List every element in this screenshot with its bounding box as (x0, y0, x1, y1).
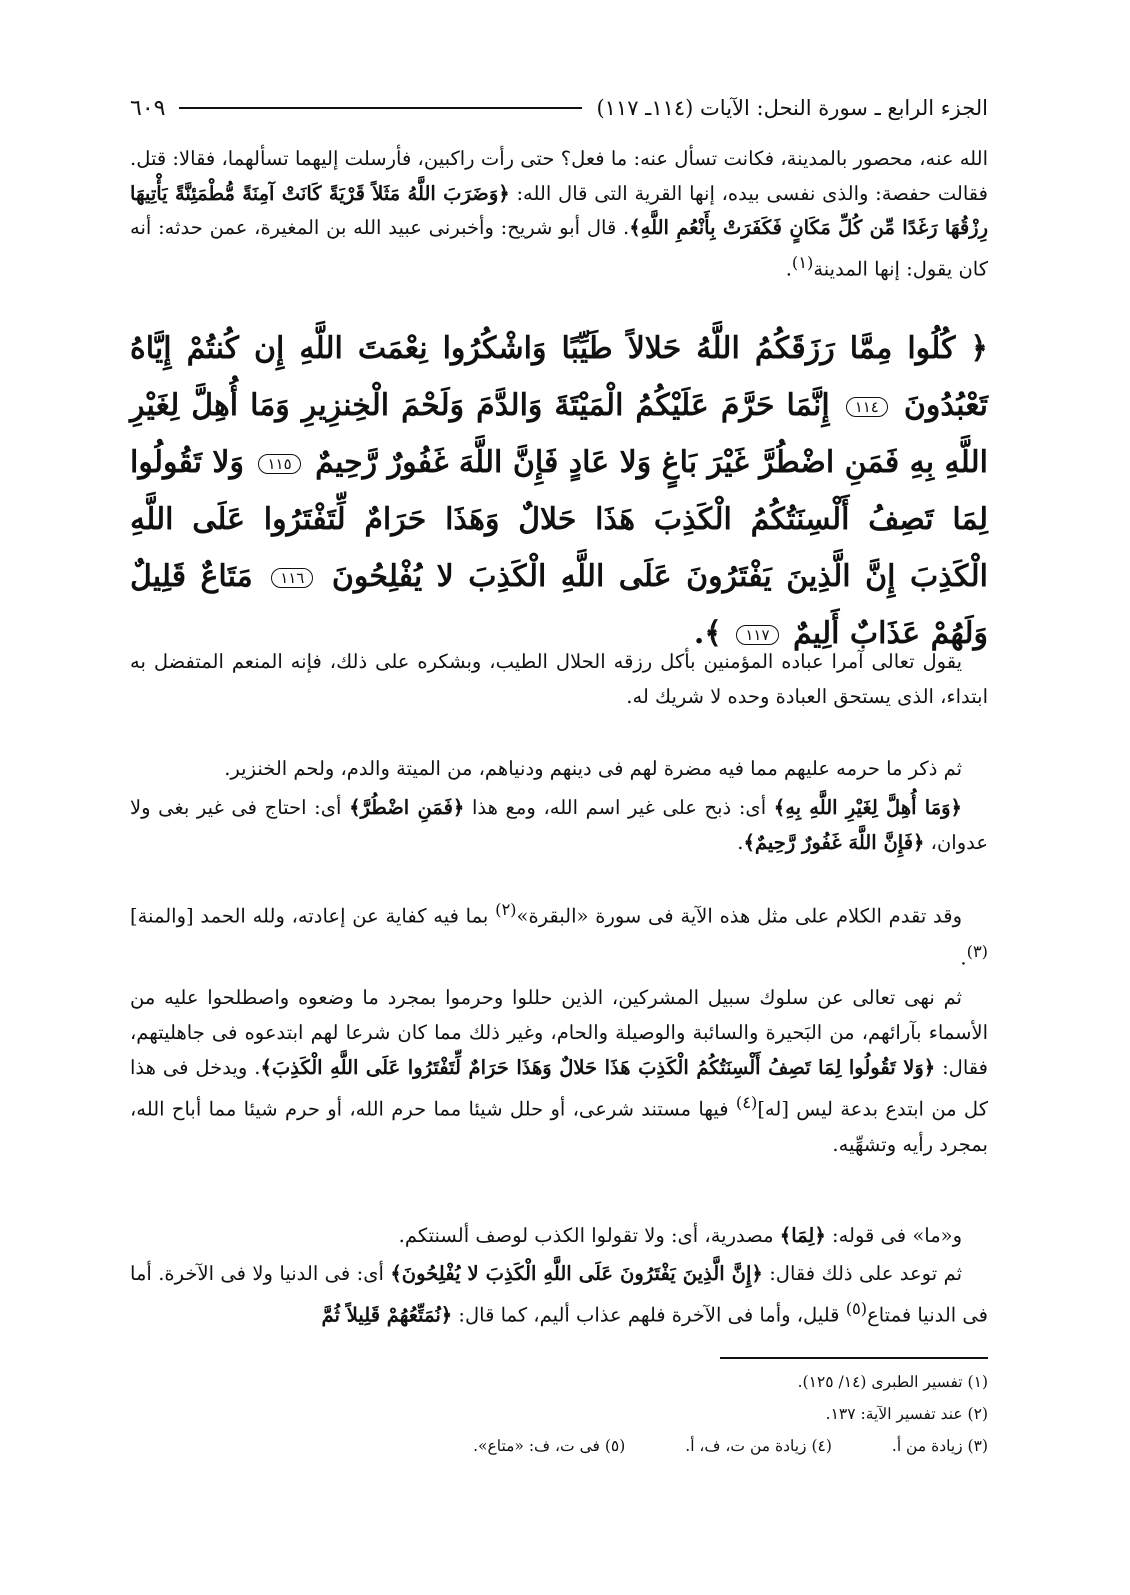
quran-verse-block (130, 320, 988, 662)
p5-text-3: فيها مستند شرعى، أو حلل شيئا مما حرم الله، أو حرم شيئا مما أباح الله، بمجرد رأيه وتشهِّيه. (130, 1097, 988, 1156)
footnote-1: (١) تفسير الطبرى (١٤/ ١٢٥). (797, 1373, 988, 1391)
commentary-paragraph-7 (130, 1256, 988, 1333)
verse-part-3: وَلا تَقُولُوا لِمَا تَصِفُ أَلْسِنَتُكُمُ الْكَذِبَ هَذَا حَلالٌ وَهَذَا حَرَامٌ لِّتَفْتَرُوا عَلَى اللَّهِ الْكَذِبَ إِنَّ الَّذِينَ يَفْتَرُونَ عَلَى اللَّهِ الْكَذِبَ لا يُفْلِحُونَ (129, 445, 988, 594)
intro-quote: ﴿وَضَرَبَ اللَّهُ مَثَلاً قَرْيَةً كَانَتْ آمِنَةً مُّطْمَئِنَّةً يَأْتِيهَا رِزْقُهَا رَغَدًا مِّن كُلِّ مَكَانٍ فَكَفَرَتْ بِأَنْعُمِ اللَّهِ﴾ (130, 181, 988, 239)
verse-part-4: مَتَاعٌ قَلِيلٌ وَلَهُمْ عَذَابٌ أَلِيمٌ (130, 559, 988, 651)
ayah-number-115: ١١٥ (258, 454, 300, 474)
footnote-ref-1: (١) (791, 252, 814, 272)
footnote-2: (٢) عند تفسير الآية: ١٣٧. (825, 1405, 988, 1423)
commentary-paragraph-2: ثم ذكر ما حرمه عليهم مما فيه مضرة لهم فى دينهم ودنياهم، من الميتة والدم، ولحم الخنزير. (224, 757, 962, 780)
ayah-number-114: ١١٤ (846, 397, 888, 417)
verse-close-bracket: ﴾. (693, 616, 722, 651)
running-header (130, 90, 988, 126)
commentary-paragraph-6 (130, 1218, 988, 1253)
verse-part-2: إِنَّمَا حَرَّمَ عَلَيْكُمُ الْمَيْتَةَ وَالدَّمَ وَلَحْمَ الْخِنزِيرِ وَمَا أُهِلَّ لِغَيْرِ اللَّهِ بِهِ فَمَنِ اضْطُرَّ غَيْرَ بَاغٍ وَلا عَادٍ فَإِنَّ اللَّهَ غَفُورٌ رَّحِيمٌ (130, 388, 988, 480)
p4-text-1: وقد تقدم الكلام على مثل هذه الآية فى سورة «البقرة» (516, 904, 963, 928)
commentary-paragraph-3 (130, 790, 988, 860)
quote-ghafur-rahim: ﴿فَإِنَّ اللَّهَ غَفُورٌ رَّحِيمٌ﴾ (743, 831, 925, 854)
p6-text-2: مصدرية، أى: ولا تقولوا الكذب لوصف ألسنتكم. (398, 1224, 780, 1247)
intro-end: . (785, 257, 792, 280)
p3-text-1: أى: ذبح على غير اسم الله، ومع هذا (464, 796, 774, 819)
quote-famani-idturra: ﴿فَمَنِ اضْطُرَّ﴾ (349, 796, 465, 819)
footnote-ref-3: (٣) (966, 941, 988, 961)
p3-text-2: أى: احتاج فى غير بغى ولا عدوان، (130, 796, 988, 854)
quote-lima: ﴿لِمَا﴾ (779, 1224, 826, 1247)
footnote-ref-2: (٢) (495, 900, 517, 919)
commentary-paragraph-1: يقول تعالى آمرا عباده المؤمنين بأكل رزقه الحلال الطيب، وبشكره على ذلك، فإنه المنعم المتفضل به ابتداء، الذى يستحق العبادة وحده لا شريك له. (130, 650, 988, 708)
p7-text-3: قليل، وأما فى الآخرة فلهم عذاب أليم، كما قال: (452, 1303, 846, 1327)
ayah-number-116: ١١٦ (271, 568, 313, 588)
p5-text-2: . ويدخل فى هذا كل من ابتدع بدعة ليس [له] (130, 1056, 988, 1121)
intro-rest: . قال أبو شريح: وأخبرنى عبيد الله بن المغيرة، عمن حدثه: أنه كان يقول: إنها المدينة (130, 216, 988, 280)
p7-text-2: أى: فى الدنيا ولا فى الآخرة. أما فى الدنيا فمتاع (130, 1262, 988, 1327)
p4-text-2: بما فيه كفاية عن إعادته، ولله الحمد [والمنة] (130, 904, 496, 928)
footnote-3: (٣) زيادة من أ. (891, 1437, 988, 1455)
footnote-ref-4: (٤) (735, 1093, 758, 1112)
commentary-paragraph-4 (130, 892, 988, 975)
verse-open-bracket: ﴿ (970, 331, 988, 366)
p3-text-3: . (737, 831, 744, 854)
p4-text-3: . (960, 946, 967, 969)
footnote-divider (720, 1357, 988, 1359)
intro-paragraph (130, 142, 988, 287)
footnotes-row (130, 1436, 988, 1456)
footnote-5: (٥) فى ت، ف: «متاع». (473, 1437, 626, 1455)
page-number: ٦٠٩ (130, 95, 166, 121)
p7-text-1: ثم توعد على ذلك فقال: (762, 1262, 962, 1285)
quote-numatti-uhum: ﴿نُمَتِّعُهُمْ قَلِيلاً ثُمَّ (321, 1303, 453, 1327)
intro-text: الله عنه، محصور بالمدينة، فكانت تسأل عنه: ما فعل؟ حتى رأت راكبين، فأرسلت إليهما تسألهما، فقالا: قتل. فقالت حفصة: والذى نفسى بيده، إنها القرية التى قال الله: (130, 147, 988, 205)
header-title: الجزء الرابع ـ سورة النحل: الآيات (١١٤ـ ١١٧) (596, 96, 988, 120)
footnote-ref-5: (٥) (845, 1299, 868, 1318)
quote-inna-alladhina: ﴿إِنَّ الَّذِينَ يَفْتَرُونَ عَلَى اللَّهِ الْكَذِبَ لا يُفْلِحُونَ﴾ (390, 1262, 763, 1285)
verse-part-1: كُلُوا مِمَّا رَزَقَكُمُ اللَّهُ حَلالاً طَيِّبًا وَاشْكُرُوا نِعْمَتَ اللَّهِ إِن كُنتُمْ إِيَّاهُ تَعْبُدُونَ (130, 331, 989, 423)
p6-text-1: و«ما» فى قوله: (825, 1224, 962, 1247)
commentary-paragraph-5 (130, 980, 988, 1162)
footnote-4: (٤) زيادة من ت، ف، أ. (685, 1437, 832, 1455)
p5-text-1: ثم نهى تعالى عن سلوك سبيل المشركين، الذين حللوا وحرموا بمجرد ما وضعوه واصطلحوا عليه من الأسماء بآرائهم، من البَحيرة والسائبة والوصيلة والحام، وغير ذلك مما كان شرعا لهم ابتدعوه فى جاهليتهم، فقال: (130, 986, 988, 1079)
header-rule (179, 107, 582, 109)
quote-la-taqulu: ﴿وَلا تَقُولُوا لِمَا تَصِفُ أَلْسِنَتُكُمُ الْكَذِبَ هَذَا حَلالٌ وَهَذَا حَرَامٌ لِّتَفْتَرُوا عَلَى اللَّهِ الْكَذِبَ﴾ (260, 1056, 936, 1079)
ayah-number-117: ١١٧ (736, 625, 778, 645)
quote-ma-uhilla: ﴿وَمَا أُهِلَّ لِغَيْرِ اللَّهِ بِهِ﴾ (773, 796, 962, 819)
